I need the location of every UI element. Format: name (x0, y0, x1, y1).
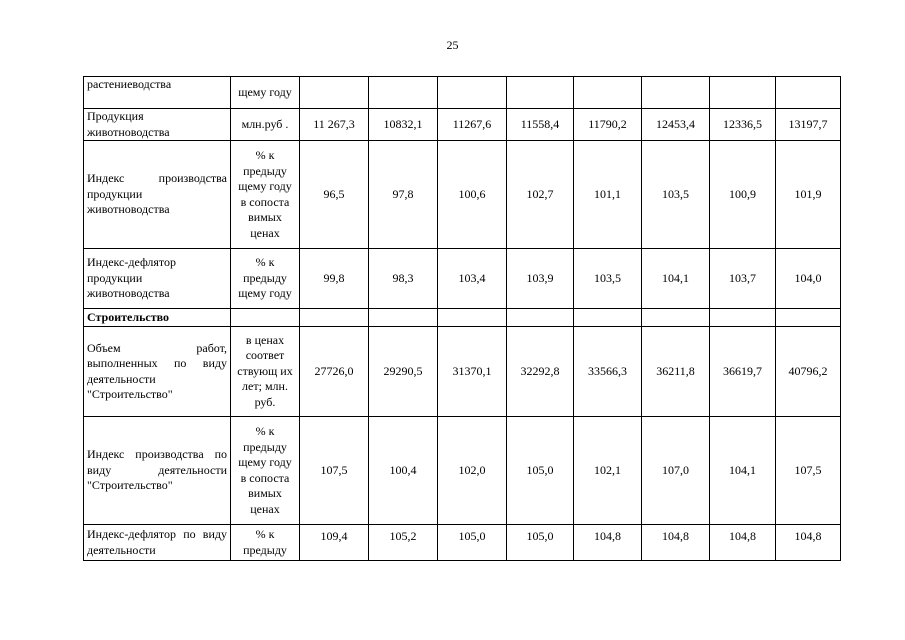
value-cell: 99,8 (300, 249, 369, 309)
value-cell: 36211,8 (642, 327, 710, 417)
indicator-cell: Индекс-дефлятор по виду деятельности (84, 525, 231, 561)
unit-cell: % к предыду щему году в сопоста вимых ценах (231, 141, 300, 249)
table-row (84, 141, 841, 249)
value-cell: 105,0 (507, 525, 574, 561)
table-row (84, 525, 841, 561)
page-number: 25 (446, 38, 459, 52)
value-cell: 32292,8 (507, 327, 574, 417)
value-cell: 103,5 (574, 249, 642, 309)
value-cell (642, 77, 710, 109)
value-cell: 100,9 (710, 141, 776, 249)
value-cell (776, 77, 841, 109)
value-cell: 10832,1 (369, 109, 438, 141)
value-cell (574, 309, 642, 327)
value-cell: 104,8 (574, 525, 642, 561)
unit-cell: % к предыду щему году (231, 249, 300, 309)
unit-cell: % к предыду щему году в сопоста вимых ценах (231, 417, 300, 525)
section-row (84, 309, 841, 327)
value-cell: 105,0 (438, 525, 507, 561)
table-row (84, 77, 841, 109)
unit-cell (231, 309, 300, 327)
value-cell: 109,4 (300, 525, 369, 561)
value-cell: 101,1 (574, 141, 642, 249)
unit-cell: щему году (231, 77, 300, 109)
value-cell: 12336,5 (710, 109, 776, 141)
value-cell: 104,1 (642, 249, 710, 309)
table-row (84, 109, 841, 141)
value-cell: 104,8 (776, 525, 841, 561)
value-cell (369, 309, 438, 327)
value-cell (776, 309, 841, 327)
value-cell: 33566,3 (574, 327, 642, 417)
value-cell: 29290,5 (369, 327, 438, 417)
value-cell: 31370,1 (438, 327, 507, 417)
value-cell (300, 77, 369, 109)
table-row (84, 417, 841, 525)
value-cell: 40796,2 (776, 327, 841, 417)
value-cell: 11558,4 (507, 109, 574, 141)
value-cell: 103,9 (507, 249, 574, 309)
value-cell: 105,2 (369, 525, 438, 561)
value-cell: 11267,6 (438, 109, 507, 141)
value-cell: 100,4 (369, 417, 438, 525)
value-cell (438, 309, 507, 327)
value-cell: 97,8 (369, 141, 438, 249)
value-cell: 36619,7 (710, 327, 776, 417)
value-cell: 98,3 (369, 249, 438, 309)
value-cell: 101,9 (776, 141, 841, 249)
value-cell: 102,1 (574, 417, 642, 525)
value-cell: 104,1 (710, 417, 776, 525)
value-cell: 104,0 (776, 249, 841, 309)
value-cell: 12453,4 (642, 109, 710, 141)
value-cell: 103,4 (438, 249, 507, 309)
value-cell: 104,8 (710, 525, 776, 561)
value-cell: 100,6 (438, 141, 507, 249)
indicator-cell: Индекс-дефлятор продукции животноводства (84, 249, 231, 309)
value-cell (507, 77, 574, 109)
indicator-cell: растениеводства (84, 77, 231, 109)
value-cell (369, 77, 438, 109)
value-cell: 11 267,3 (300, 109, 369, 141)
unit-cell: млн.руб . (231, 109, 300, 141)
table-row (84, 249, 841, 309)
value-cell (710, 309, 776, 327)
value-cell: 27726,0 (300, 327, 369, 417)
value-cell (507, 309, 574, 327)
value-cell: 104,8 (642, 525, 710, 561)
value-cell: 96,5 (300, 141, 369, 249)
section-title: Строительство (84, 309, 231, 327)
forecast-table (83, 76, 841, 561)
unit-cell: % к предыду (231, 525, 300, 561)
indicator-cell: Индекс производства продукции животноводства (84, 141, 231, 249)
value-cell: 11790,2 (574, 109, 642, 141)
table-row (84, 327, 841, 417)
value-cell: 107,5 (776, 417, 841, 525)
value-cell: 107,5 (300, 417, 369, 525)
indicator-cell: Индекс производства по виду деятельности "Строительство" (84, 417, 231, 525)
value-cell (300, 309, 369, 327)
value-cell: 107,0 (642, 417, 710, 525)
value-cell: 103,7 (710, 249, 776, 309)
value-cell (574, 77, 642, 109)
unit-cell: в ценах соответ ствующ их лет; млн. руб. (231, 327, 300, 417)
value-cell: 102,0 (438, 417, 507, 525)
value-cell: 102,7 (507, 141, 574, 249)
value-cell (642, 309, 710, 327)
value-cell (438, 77, 507, 109)
value-cell (710, 77, 776, 109)
indicator-cell: Объем работ, выполненных по виду деятельности "Строительство" (84, 327, 231, 417)
value-cell: 105,0 (507, 417, 574, 525)
value-cell: 103,5 (642, 141, 710, 249)
indicator-cell: Продукция животноводства (84, 109, 231, 141)
value-cell: 13197,7 (776, 109, 841, 141)
